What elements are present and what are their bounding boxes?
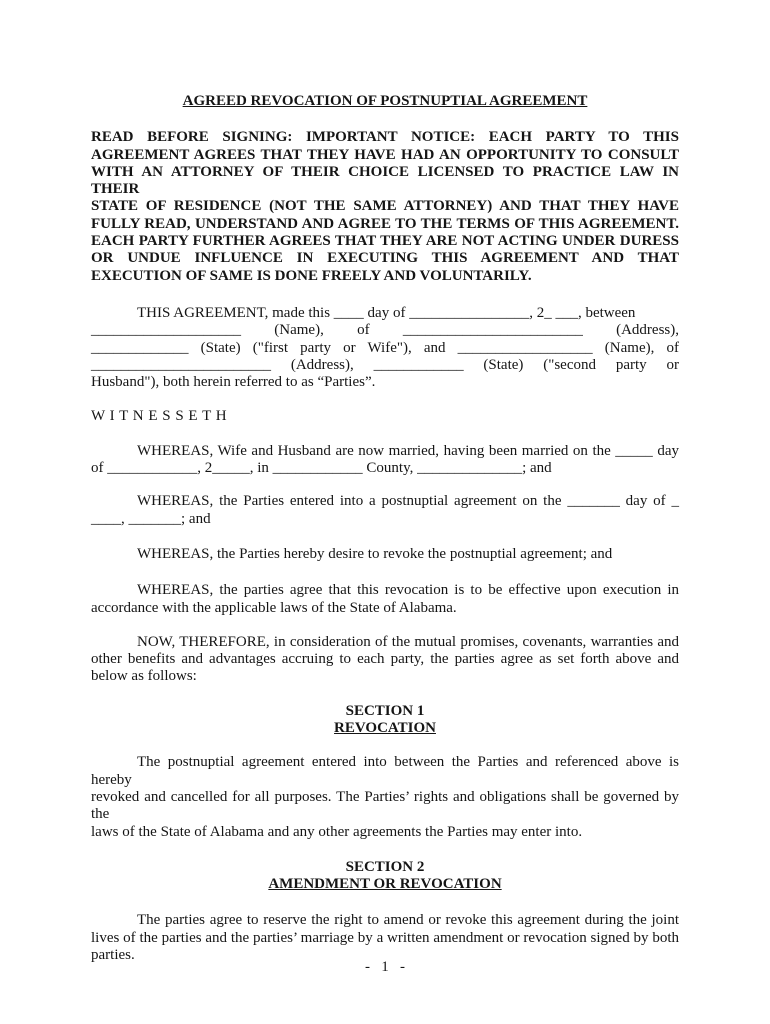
whereas-clause-desire — [91, 546, 679, 563]
text-line: of ____________, 2_____, in ____________ County, ______________; and — [91, 460, 552, 477]
section-1-body — [91, 754, 679, 840]
whereas-clause-entered — [91, 493, 679, 528]
document-body — [91, 93, 679, 964]
text-line: _____________ (State) ("first party or Wife"), and __________________ (Name), of — [91, 339, 679, 356]
witnesseth-heading: W I T N E S S E T H — [91, 408, 228, 425]
text-line: READ BEFORE SIGNING: IMPORTANT NOTICE: EACH PARTY TO THIS — [91, 129, 679, 146]
text-line: WHEREAS, the Parties hereby desire to revoke the postnuptial agreement; and — [137, 545, 613, 562]
text-line: NOW, THEREFORE, in consideration of the mutual promises, covenants, warranties and — [137, 633, 679, 650]
text-line: other benefits and advantages accruing to each party, the parties agree as set forth above and — [91, 651, 679, 668]
text-line: WITH AN ATTORNEY OF THEIR CHOICE LICENSED TO PRACTICE LAW IN THEIR — [91, 163, 679, 198]
text-line: ____________________ (Name), of ________________________ (Address), — [91, 322, 679, 339]
text-line: The postnuptial agreement entered into between the Parties and referenced above is hereby — [91, 754, 679, 788]
now-therefore-paragraph — [91, 634, 679, 686]
text-line: OR UNDUE INFLUENCE IN EXECUTING THIS AGREEMENT AND THAT — [91, 250, 679, 267]
section-1-label: SECTION 1 — [345, 702, 425, 719]
text-line: accordance with the applicable laws of the State of Alabama. — [91, 599, 457, 616]
section-2-heading: AMENDMENT OR REVOCATION — [268, 876, 502, 893]
text-line: WHEREAS, the Parties entered into a postnuptial agreement on the _______ day of _ — [137, 493, 679, 510]
notice-paragraph — [91, 129, 679, 285]
text-line: ____, _______; and — [91, 510, 211, 527]
section-1-heading: REVOCATION — [334, 720, 436, 737]
section-2-label: SECTION 2 — [345, 858, 425, 875]
agreement-intro-paragraph — [91, 305, 679, 391]
text-line: STATE OF RESIDENCE (NOT THE SAME ATTORNEY) AND THAT THEY HAVE — [91, 198, 679, 215]
text-line: EXECUTION OF SAME IS DONE FREELY AND VOLUNTARILY. — [91, 267, 532, 284]
text-line: WHEREAS, the parties agree that this revocation is to be effective upon execution in — [137, 582, 679, 599]
text-line: laws of the State of Alabama and any other agreements the Parties may enter into. — [91, 823, 583, 840]
whereas-clause-effective — [91, 582, 679, 617]
text-line: parties. — [91, 946, 135, 963]
text-line: Husband"), both herein referred to as “Parties”. — [91, 374, 376, 391]
text-line: AGREEMENT AGREES THAT THEY HAVE HAD AN OPPORTUNITY TO CONSULT — [91, 146, 679, 163]
page-number: - 1 - — [365, 959, 405, 975]
text-line: The parties agree to reserve the right to amend or revoke this agreement during the joint — [137, 912, 679, 929]
whereas-clause-married — [91, 443, 679, 478]
section-2-body — [91, 912, 679, 964]
document-title: AGREED REVOCATION OF POSTNUPTIAL AGREEMENT — [182, 93, 588, 109]
text-line: below as follows: — [91, 668, 197, 685]
text-line: EACH PARTY FURTHER AGREES THAT THEY ARE NOT ACTING UNDER DURESS — [91, 233, 679, 250]
text-line: FULLY READ, UNDERSTAND AND AGREE TO THE TERMS OF THIS AGREEMENT. — [91, 215, 679, 232]
text-line: revoked and cancelled for all purposes. The Parties’ rights and obligations shall be governed by the — [91, 788, 679, 823]
text-line: WHEREAS, Wife and Husband are now married, having been married on the _____ day — [137, 442, 679, 459]
text-line: ________________________ (Address), ____________ (State) ("second party or — [91, 356, 679, 373]
text-line: THIS AGREEMENT, made this ____ day of ________________, 2_ ___, between — [137, 304, 636, 321]
text-line: lives of the parties and the parties’ marriage by a written amendment or revocation signed by both — [91, 929, 679, 946]
